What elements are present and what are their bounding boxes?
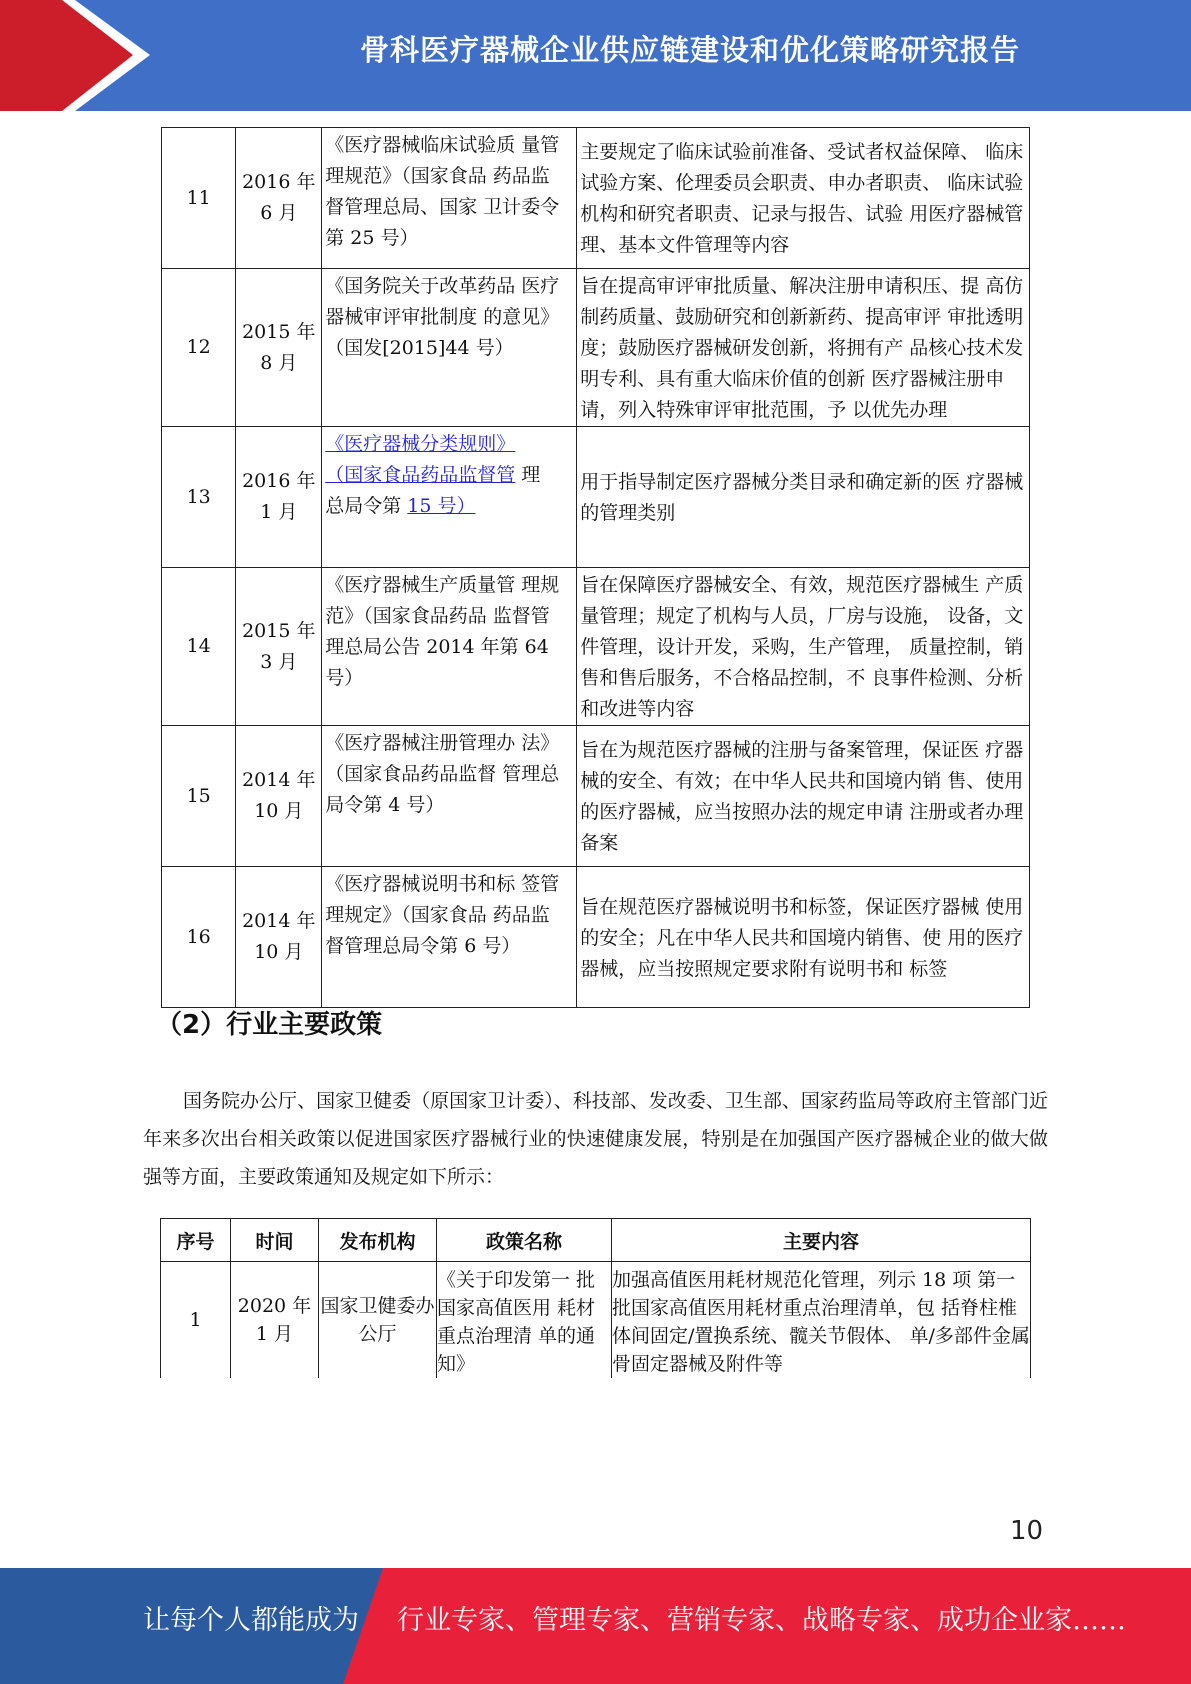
regulation-content: 主要规定了临床试验前准备、受试者权益保障、 临床试验方案、伦理委员会职责、申办者职责、 临床试验机构和研究者职责、记录与报告、试验 用医疗器械管理、基本文件管理等内容 — [577, 128, 1030, 269]
regulations-table — [161, 127, 1030, 1008]
table-row — [162, 726, 1030, 867]
regulation-name — [322, 427, 577, 568]
row-number: 13 — [162, 427, 236, 568]
row-date: 2020 年 1 月 — [231, 1262, 319, 1379]
row-number: 11 — [162, 128, 236, 269]
column-header: 政策名称 — [437, 1219, 612, 1262]
regulation-name: 《国务院关于改革药品 医疗器械审评审批制度 的意见》（国发[2015]44 号） — [322, 269, 577, 427]
regulation-name: 《医疗器械注册管理办 法》（国家食品药品监督 管理总局令第 4 号） — [322, 726, 577, 867]
row-number: 16 — [162, 867, 236, 1008]
regulation-name: 《医疗器械说明书和标 签管理规定》（国家食品 药品监督管理总局令第 6 号） — [322, 867, 577, 1008]
row-number: 1 — [161, 1262, 231, 1379]
page-number: 10 — [1010, 1516, 1044, 1546]
column-header: 发布机构 — [319, 1219, 437, 1262]
regulation-content: 旨在为规范医疗器械的注册与备案管理，保证医 疗器械的安全、有效；在中华人民共和国境内销 售、使用的医疗器械，应当按照办法的规定申请 注册或者办理备案 — [577, 726, 1030, 867]
table-row — [162, 128, 1030, 269]
column-header: 序号 — [161, 1219, 231, 1262]
report-title: 骨科医疗器械企业供应链建设和优化策略研究报告 — [359, 33, 1020, 67]
row-number: 14 — [162, 568, 236, 726]
table-row — [162, 427, 1030, 568]
header-banner — [0, 0, 1191, 111]
footer-slogan-left: 让每个人都能成为 — [143, 1605, 359, 1636]
policy-content: 加强高值医用耗材规范化管理，列示 18 项 第一批国家高值医用耗材重点治理清单，包 括脊柱椎体间固定/置换系统、髋关节假体、 单/多部件金属骨固定器械及附件等 — [612, 1262, 1031, 1379]
policies-table — [160, 1218, 1031, 1378]
regulation-content: 旨在规范医疗器械说明书和标签，保证医疗器械 使用的安全；凡在中华人民共和国境内销售、使 用的医疗器械，应当按照规定要求附有说明书和 标签 — [577, 867, 1030, 1008]
section-paragraph: 国务院办公厅、国家卫健委（原国家卫计委）、科技部、发改委、卫生部、国家药监局等政府主管部门近年来多次出台相关政策以促进国家医疗器械行业的快速健康发展，特别是在加强国产医疗器械企业的做大做强等方面，主要政策通知及规定如下所示： — [143, 1090, 1048, 1188]
row-number: 12 — [162, 269, 236, 427]
table-row — [162, 867, 1030, 1008]
row-date: 2014 年 10 月 — [236, 867, 322, 1008]
policy-name: 《关于印发第一 批国家高值医用 耗材重点治理清 单的通知》 — [437, 1262, 612, 1379]
footer-slogan-right: 行业专家、管理专家、营销专家、战略专家、成功企业家…… — [397, 1605, 1126, 1636]
regulation-link[interactable]: 15 号） — [407, 495, 476, 517]
column-header: 时间 — [231, 1219, 319, 1262]
regulation-content: 用于指导制定医疗器械分类目录和确定新的医 疗器械的管理类别 — [577, 427, 1030, 568]
regulation-content: 旨在提高审评审批质量、解决注册申请积压、提 高仿制药质量、鼓励研究和创新新药、提高审评 审批透明度；鼓励医疗器械研发创新，将拥有产 品核心技术发明专利、具有重大临床价值的创新 医疗器械注册申请，列入特殊审评审批范围，予 以优先办理 — [577, 269, 1030, 427]
section-heading: （2）行业主要政策 — [156, 1010, 383, 1040]
regulation-link[interactable]: （国家食品药品监督管 — [325, 464, 516, 486]
table-header-row — [161, 1219, 1031, 1262]
regulation-name-text: 总局令第 — [325, 495, 402, 517]
regulation-content: 旨在保障医疗器械安全、有效，规范医疗器械生 产质量管理；规定了机构与人员，厂房与设施， 设备，文件管理，设计开发，采购，生产管理， 质量控制，销售和售后服务，不合格品控制，不 良事件检测、分析和改进等内容 — [577, 568, 1030, 726]
row-date: 2014 年 10 月 — [236, 726, 322, 867]
row-date: 2016 年 1 月 — [236, 427, 322, 568]
regulation-link[interactable]: 《医疗器械分类规则》 — [325, 433, 516, 455]
regulation-name: 《医疗器械生产质量管 理规范》（国家食品药品 监督管理总局公告 2014 年第 64 号） — [322, 568, 577, 726]
column-header: 主要内容 — [612, 1219, 1031, 1262]
regulation-name: 《医疗器械临床试验质 量管理规范》（国家食品 药品监督管理总局、国家 卫计委令第 25 号） — [322, 128, 577, 269]
table-row — [161, 1262, 1031, 1379]
row-date: 2015 年 8 月 — [236, 269, 322, 427]
row-number: 15 — [162, 726, 236, 867]
row-date: 2015 年 3 月 — [236, 568, 322, 726]
table-row — [162, 568, 1030, 726]
row-date: 2016 年 6 月 — [236, 128, 322, 269]
regulation-name-text: 理 — [521, 464, 541, 486]
footer-banner — [0, 1568, 1191, 1684]
row-organization: 国家卫健委办公厅 — [319, 1262, 437, 1379]
table-row — [162, 269, 1030, 427]
